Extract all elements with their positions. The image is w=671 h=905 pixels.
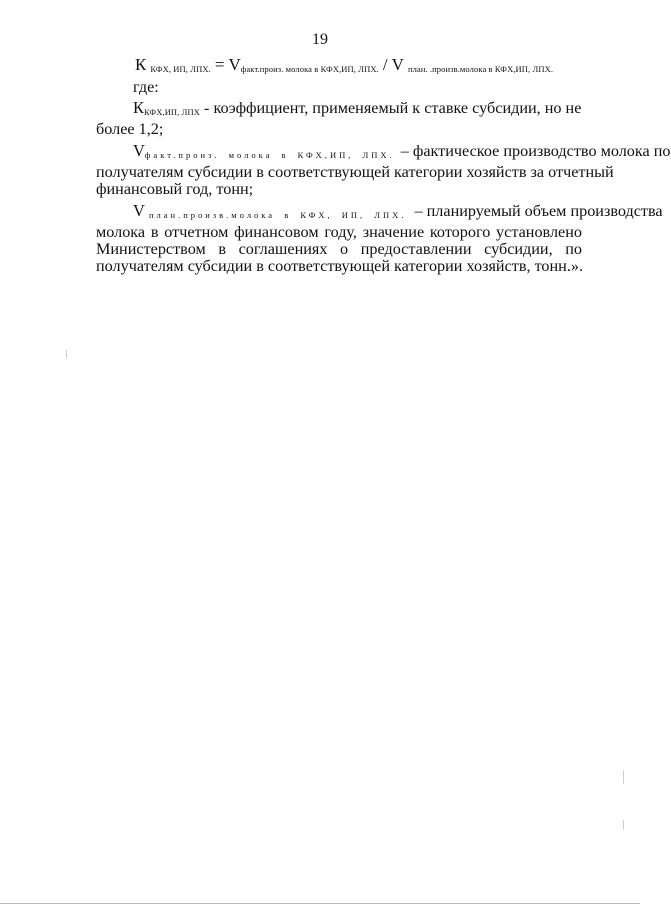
document-body — [96, 55, 671, 275]
definition-subscript: КФХ,ИП, ЛПХ — [144, 107, 200, 117]
formula-divide: / — [382, 55, 388, 74]
formula-line — [98, 56, 582, 78]
definition-continuation: получателям субсидии в соответствующей категории хозяйств, тонн.». — [96, 257, 584, 275]
definition-actual-production — [96, 141, 671, 198]
definition-text: – фактическое производство молока по — [400, 142, 671, 160]
definition-continuation: получателям субсидии в соответствующей категории хозяйств за отчетный — [96, 163, 614, 181]
formula-equals: = — [214, 55, 225, 74]
definition-first-line — [96, 201, 663, 224]
definition-text: - коэффициент, применяемый к ставке субсидии, но не — [204, 99, 582, 117]
where-label: где: — [133, 78, 159, 96]
definition-coefficient — [96, 99, 582, 138]
scan-mark — [66, 350, 67, 358]
formula-k-subscript: КФХ, ИП, ЛПХ. — [150, 64, 211, 74]
scan-mark — [623, 770, 624, 784]
definition-planned-production — [96, 201, 663, 275]
definition-subscript: факт.произ. молока в КФХ,ИП, ЛПХ. — [144, 150, 395, 160]
definition-first-line — [96, 99, 582, 121]
formula-v-plan-subscript: план. .произв.молока в КФХ,ИП, ЛПХ. — [407, 64, 554, 74]
definition-continuation: Министерством в соглашениях о предоставлении субсидии, по — [96, 240, 582, 258]
definition-continuation: финансовый год, тонн; — [96, 180, 254, 198]
definition-first-line — [96, 141, 671, 164]
scan-mark — [623, 820, 624, 830]
formula-v-plan-symbol: V — [391, 55, 404, 74]
definition-subscript: план.произв.молока в КФХ, ИП, ЛПХ. — [148, 210, 407, 220]
formula-v-fact-symbol: V — [228, 55, 241, 74]
formula-v-fact-subscript: факт.произ. молока в КФХ,ИП, ЛПХ. — [240, 64, 379, 74]
definition-text: – планируемый объем производства — [414, 202, 663, 220]
definition-symbol: К — [133, 98, 145, 117]
definition-continuation: более 1,2; — [96, 120, 164, 138]
page-number: 19 — [312, 31, 328, 48]
page-bottom-edge — [0, 903, 640, 904]
formula-k-symbol: К — [135, 55, 147, 74]
definition-continuation: молока в отчетном финансовом году, значение которого установлено — [96, 223, 582, 241]
definition-symbol: V — [133, 201, 145, 220]
definition-symbol: V — [133, 141, 145, 160]
